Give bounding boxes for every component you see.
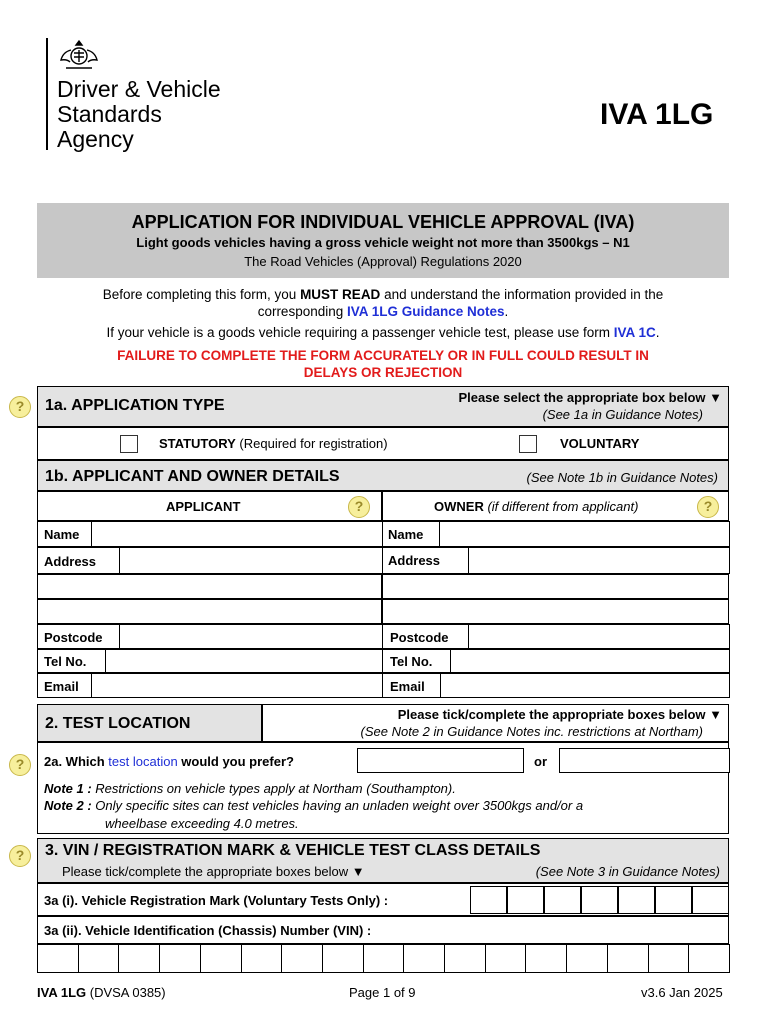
form-code: IVA 1LG <box>600 98 714 131</box>
footer-form-ref <box>37 985 166 1000</box>
registration-char-cell[interactable] <box>655 886 692 914</box>
section-1b-title: 1b. APPLICANT AND OWNER DETAILS <box>45 468 340 485</box>
section-2-header <box>37 704 262 742</box>
owner-tel-row <box>382 649 729 673</box>
statutory-option <box>159 436 388 451</box>
help-icon[interactable]: ? <box>9 845 31 867</box>
warning-line-2: DELAYS OR REJECTION <box>303 365 463 380</box>
applicant-address-input[interactable] <box>119 547 383 574</box>
test-location-block <box>37 742 729 834</box>
note-1-text: Restrictions on vehicle types apply at Northam (Southampton). <box>91 781 456 796</box>
owner-address-input[interactable] <box>468 547 730 574</box>
voluntary-checkbox[interactable] <box>519 435 537 453</box>
owner-label: OWNER <box>434 499 484 514</box>
section-2-instruction: Please tick/complete the appropriate boxes below ▼ <box>397 707 722 722</box>
help-icon[interactable]: ? <box>9 754 31 776</box>
owner-address-line-2[interactable] <box>382 574 729 599</box>
vin-char-cell[interactable] <box>241 944 283 973</box>
applicant-email-row <box>37 673 382 698</box>
vin-char-cell[interactable] <box>403 944 445 973</box>
note-2-text-continued: wheelbase exceeding 4.0 metres. <box>105 816 299 831</box>
owner-name-row <box>382 521 729 547</box>
statutory-note: (Required for registration) <box>235 436 388 451</box>
vin-char-cell[interactable] <box>566 944 608 973</box>
version-label: v3.6 Jan 2025 <box>641 985 723 1000</box>
registration-char-cell[interactable] <box>544 886 581 914</box>
statutory-checkbox[interactable] <box>120 435 138 453</box>
intro-line-2 <box>37 303 729 320</box>
applicant-address-line-3[interactable] <box>37 599 382 624</box>
section-3-title: 3. VIN / REGISTRATION MARK & VEHICLE TEST CLASS DETAILS <box>45 842 541 859</box>
registration-char-cell[interactable] <box>581 886 618 914</box>
owner-email-input[interactable] <box>440 673 730 698</box>
section-1a-note: (See 1a in Guidance Notes) <box>542 407 703 422</box>
question-3a-ii: 3a (ii). Vehicle Identification (Chassis) Number (VIN) : <box>44 923 372 938</box>
owner-tel-input[interactable] <box>450 649 730 673</box>
application-type-row <box>37 427 729 460</box>
vin-label-row <box>37 916 729 944</box>
note-1 <box>44 781 456 796</box>
owner-note: (if different from applicant) <box>483 499 639 514</box>
intro-text-2: and understand the information provided in the <box>380 287 664 302</box>
section-1a-title: 1a. APPLICATION TYPE <box>45 397 225 414</box>
title-band <box>37 203 729 278</box>
agency-line-1: Driver & Vehicle <box>57 76 221 102</box>
footer-dvsa-ref: (DVSA 0385) <box>86 985 166 1000</box>
intro-text-4: . <box>504 304 509 319</box>
registration-mark-row <box>37 883 729 916</box>
vin-char-cell[interactable] <box>159 944 201 973</box>
intro-text-3: corresponding <box>257 304 347 319</box>
owner-address-row <box>382 547 729 574</box>
royal-crest-logo <box>56 38 102 74</box>
vin-char-cell[interactable] <box>688 944 730 973</box>
page-number: Page 1 of 9 <box>349 985 416 1000</box>
test-location-link[interactable]: test location <box>108 754 178 769</box>
vin-char-cell[interactable] <box>525 944 567 973</box>
intro-line-1 <box>37 286 729 303</box>
guidance-notes-link[interactable]: IVA 1LG Guidance Notes <box>347 304 505 319</box>
voluntary-label: VOLUNTARY <box>560 436 640 451</box>
intro-text-1: Before completing this form, you <box>102 287 301 302</box>
warning-line-1: FAILURE TO COMPLETE THE FORM ACCURATELY OR IN FULL COULD RESULT IN <box>117 348 649 363</box>
owner-postcode-input[interactable] <box>468 624 730 649</box>
form-subtitle: Light goods vehicles having a gross vehicle weight not more than 3500kgs – N1 <box>136 235 630 250</box>
question-2a <box>44 754 294 769</box>
note-1-label: Note 1 : <box>44 781 92 796</box>
owner-address-label: Address <box>388 553 441 568</box>
section-1b-header <box>37 460 729 491</box>
iva-1c-link[interactable]: IVA 1C <box>613 325 656 340</box>
applicant-address-row <box>37 547 382 574</box>
note-2 <box>44 798 583 813</box>
help-icon[interactable]: ? <box>9 396 31 418</box>
regulations-line: The Road Vehicles (Approval) Regulations 2020 <box>244 254 522 269</box>
applicant-email-label: Email <box>44 679 79 694</box>
applicant-tel-row <box>37 649 382 673</box>
intro-text-5: If your vehicle is a goods vehicle requiring a passenger vehicle test, please use form <box>106 325 614 340</box>
logo-divider <box>46 38 48 150</box>
section-2-note: (See Note 2 in Guidance Notes inc. restrictions at Northam) <box>360 724 703 739</box>
vin-char-cell[interactable] <box>485 944 527 973</box>
section-2-title: 2. TEST LOCATION <box>45 715 191 732</box>
owner-tel-label: Tel No. <box>390 654 433 669</box>
registration-char-cell[interactable] <box>470 886 507 914</box>
owner-email-row <box>382 673 729 698</box>
test-location-input-2[interactable] <box>559 748 730 773</box>
test-location-input-1[interactable] <box>357 748 524 773</box>
or-label: or <box>534 754 547 769</box>
applicant-name-label: Name <box>44 527 80 542</box>
q2a-text-2: would you prefer? <box>177 754 294 769</box>
help-icon[interactable]: ? <box>348 496 370 518</box>
form-title: APPLICATION FOR INDIVIDUAL VEHICLE APPROVAL (IVA) <box>131 212 635 232</box>
question-3a-i: 3a (i). Vehicle Registration Mark (Voluntary Tests Only) : <box>44 893 389 908</box>
vin-char-cell[interactable] <box>444 944 486 973</box>
intro-line-3 <box>37 324 729 341</box>
footer-form-code: IVA 1LG <box>37 985 87 1000</box>
applicant-name-input[interactable] <box>91 521 383 547</box>
applicant-postcode-row <box>37 624 382 649</box>
section-1a-header <box>37 386 729 427</box>
vin-cells <box>37 944 729 973</box>
intro-text-6: . <box>655 325 660 340</box>
owner-name-input[interactable] <box>439 521 730 547</box>
applicant-header: APPLICANT <box>166 499 241 514</box>
section-3-header <box>37 838 729 883</box>
applicant-tel-label: Tel No. <box>44 654 87 669</box>
section-3-note: (See Note 3 in Guidance Notes) <box>535 864 720 879</box>
applicant-name-row <box>37 521 382 547</box>
owner-postcode-row <box>382 624 729 649</box>
owner-email-label: Email <box>390 679 425 694</box>
section-2-instructions <box>262 704 729 742</box>
q2a-text-1: 2a. Which <box>44 754 109 769</box>
agency-name <box>57 77 221 152</box>
applicant-address-label: Address <box>44 554 97 569</box>
agency-line-2: Standards <box>57 101 162 127</box>
vin-char-cell[interactable] <box>363 944 405 973</box>
applicant-column-header <box>37 491 382 521</box>
section-1b-note: (See Note 1b in Guidance Notes) <box>526 470 718 485</box>
note-2-label: Note 2 : <box>44 798 92 813</box>
vin-char-cell[interactable] <box>37 944 79 973</box>
note-2-text: Only specific sites can test vehicles having an unladen weight over 3500kgs and/or a <box>91 798 584 813</box>
intro-text <box>37 286 729 381</box>
statutory-label: STATUTORY <box>159 436 236 451</box>
registration-char-cell[interactable] <box>618 886 655 914</box>
section-3-instruction: Please tick/complete the appropriate boxes below ▼ <box>62 864 365 879</box>
owner-name-label: Name <box>388 527 424 542</box>
section-1a-instruction: Please select the appropriate box below ▼ <box>458 390 722 405</box>
applicant-postcode-label: Postcode <box>44 630 103 645</box>
vin-char-cell[interactable] <box>118 944 160 973</box>
applicant-postcode-input[interactable] <box>119 624 383 649</box>
vin-char-cell[interactable] <box>281 944 323 973</box>
vin-char-cell[interactable] <box>322 944 364 973</box>
owner-address-line-3[interactable] <box>382 599 729 624</box>
vin-char-cell[interactable] <box>607 944 649 973</box>
registration-char-cell[interactable] <box>692 886 729 914</box>
applicant-address-line-2[interactable] <box>37 574 382 599</box>
applicant-tel-input[interactable] <box>105 649 383 673</box>
vin-char-cell[interactable] <box>200 944 242 973</box>
owner-postcode-label: Postcode <box>390 630 449 645</box>
vin-char-cell[interactable] <box>648 944 690 973</box>
vin-char-cell[interactable] <box>78 944 120 973</box>
applicant-email-input[interactable] <box>91 673 383 698</box>
owner-column-header <box>382 491 729 521</box>
owner-header <box>434 499 638 514</box>
registration-char-cell[interactable] <box>507 886 544 914</box>
must-read-text: MUST READ <box>300 287 381 302</box>
help-icon[interactable]: ? <box>697 496 719 518</box>
agency-line-3: Agency <box>57 126 134 152</box>
